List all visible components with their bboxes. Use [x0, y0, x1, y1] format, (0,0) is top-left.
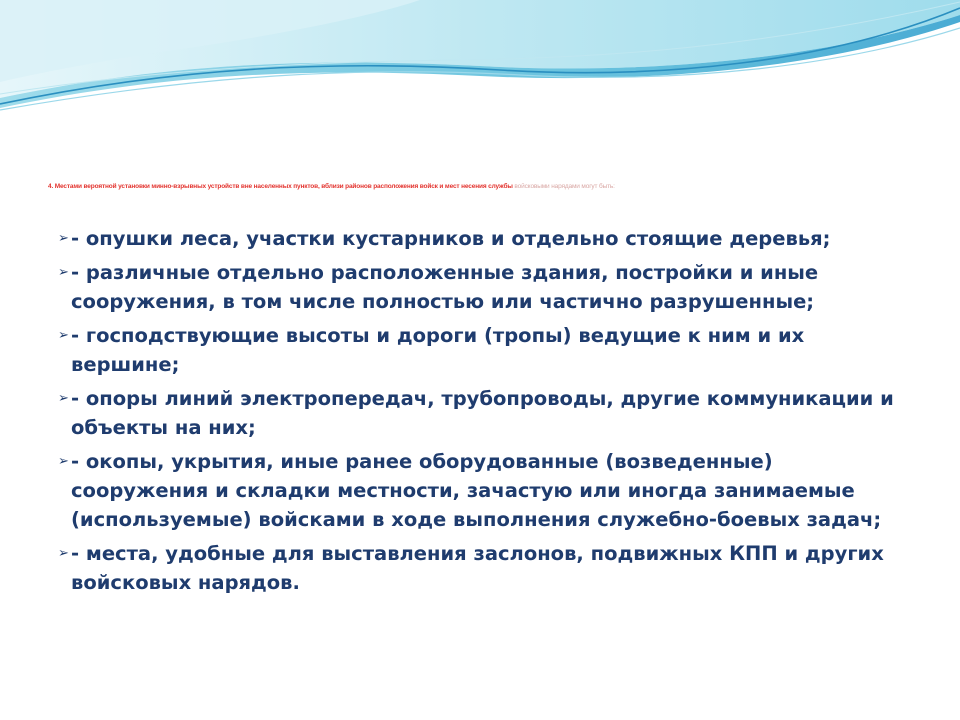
bullet-text: - господствующие высоты и дороги (тропы) ведущие к ним и их вершине; [71, 324, 805, 376]
arrow-bullet-icon: ➢ [58, 391, 69, 406]
bullet-text: - окопы, укрытия, иные ранее оборудованные (возведенные) сооружения и складки местности, зачастую или иногда занимаемые (используемые) войсками в ходе выполнения служебно-боевых задач; [71, 450, 882, 531]
bullet-item [58, 224, 908, 253]
slide-title [48, 183, 908, 191]
bullet-item [58, 539, 908, 597]
bullet-item [58, 384, 908, 442]
bullet-text: - места, удобные для выставления заслонов, подвижных КПП и других войсковых нарядов. [71, 542, 884, 594]
bullet-text: - различные отдельно расположенные здания, постройки и иные сооружения, в том числе полностью или частично разрушенные; [71, 261, 819, 313]
arrow-bullet-icon: ➢ [58, 454, 69, 469]
wave-header-decoration [0, 0, 960, 130]
arrow-bullet-icon: ➢ [58, 328, 69, 343]
slide-title-main: 4. Местами вероятной установки минно-взрывных устройств вне населенных пунктов, вблизи районов расположения войск и мест несения службы [48, 183, 513, 190]
arrow-bullet-icon: ➢ [58, 231, 69, 246]
slide-title-tail: войсковыми нарядами могут быть: [512, 183, 615, 190]
bullet-text: - опоры линий электропередач, трубопроводы, другие коммуникации и объекты на них; [71, 387, 894, 439]
bullet-list [58, 224, 908, 602]
bullet-item [58, 258, 908, 316]
arrow-bullet-icon: ➢ [58, 546, 69, 561]
bullet-item [58, 321, 908, 379]
arrow-bullet-icon: ➢ [58, 265, 69, 280]
bullet-text: - опушки леса, участки кустарников и отдельно стоящие деревья; [71, 227, 831, 250]
bullet-item [58, 447, 908, 534]
